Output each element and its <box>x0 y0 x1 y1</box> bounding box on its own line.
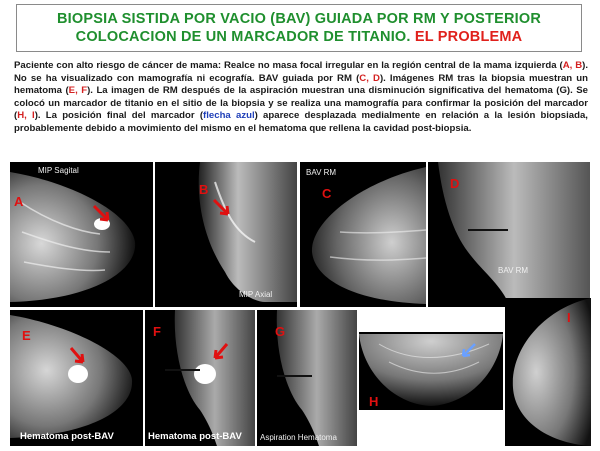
desc-part-4: ). La imagen de RM después de la aspiración muestran una disminución significativa del hematoma (G). Se colocó un marcador de titanio en el sitio de la biopsia y se realiza una mamografía para confirmar la posición del marcador ( <box>14 85 589 122</box>
text-c: BAV RM <box>306 168 337 177</box>
desc-part-5: ). La posición final del marcador ( <box>34 110 204 122</box>
breast-mri-biopsy <box>300 162 426 307</box>
label-d: D <box>450 176 460 191</box>
label-h: H <box>369 394 379 409</box>
image-panel-c <box>300 162 426 307</box>
text-a: MIP Sagital <box>38 166 79 175</box>
label-g: G <box>275 324 286 339</box>
title-problem: EL PROBLEMA <box>414 29 523 45</box>
ref-hi: H, I <box>17 110 35 122</box>
breast-mri-hematoma-axial <box>145 310 255 446</box>
red-arrow-icon <box>207 340 235 370</box>
image-panel-i <box>505 298 591 446</box>
image-panel-b <box>155 162 297 307</box>
red-arrow-icon <box>65 344 95 374</box>
ref-blue-arrow: flecha azul <box>203 110 255 122</box>
desc-part-3: ). Imágenes RM tras la biopsia muestran un hematoma ( <box>14 72 588 97</box>
desc-part-6: ) aparece desplazada medialmente en relación a la lesión biopsiada, probablemente debido a movimiento del mismo en el hematoma que rellena la cavidad post-biopsia. <box>14 110 588 134</box>
red-arrow-icon <box>210 196 240 226</box>
image-panel-a <box>10 162 153 307</box>
label-f: F <box>153 324 161 339</box>
image-panel-h <box>359 332 503 410</box>
image-panel-e <box>10 310 143 446</box>
image-panel-d <box>428 162 590 307</box>
mammogram-cc <box>359 332 503 410</box>
text-d: BAV RM <box>498 266 529 275</box>
text-b: MIP Axial <box>239 290 273 299</box>
title-line-2 <box>17 28 581 46</box>
caption-e: Hematoma post-BAV <box>20 431 114 442</box>
label-c: C <box>322 186 332 201</box>
image-panel-g <box>257 310 357 446</box>
label-e: E <box>22 328 31 343</box>
ref-ef: E, F <box>68 85 88 97</box>
title-line-2-text: COLOCACION DE UN MARCADOR DE TITANIO. <box>75 29 411 45</box>
red-arrow-icon <box>90 202 120 232</box>
desc-part-1: Paciente con alto riesgo de cáncer de mama: Realce no masa focal irregular en la región central de la mama izquierda ( <box>14 60 563 71</box>
breast-mri-post-aspiration <box>257 310 357 446</box>
label-b: B <box>199 182 209 197</box>
caption-g: Aspiration Hematoma <box>260 433 337 442</box>
caption-f: Hematoma post-BAV <box>148 431 242 442</box>
image-panel-f <box>145 310 255 446</box>
case-description <box>14 60 588 136</box>
breast-mri-axial <box>155 162 297 307</box>
title-box <box>16 4 582 52</box>
ref-cd: C, D <box>359 72 380 84</box>
blue-arrow-icon <box>457 340 479 362</box>
ref-ab: A, B <box>562 60 583 71</box>
label-a: A <box>14 194 24 209</box>
desc-part-2: ). No se ha visualizado con mamografía ni ecografía. BAV guiada por RM ( <box>14 60 589 84</box>
breast-mri-sagittal <box>10 162 153 307</box>
mammogram-mlo <box>505 298 591 446</box>
title-line-1: BIOPSIA SISTIDA POR VACIO (BAV) GUIADA POR RM Y POSTERIOR <box>56 11 542 27</box>
label-i: I <box>567 310 571 325</box>
